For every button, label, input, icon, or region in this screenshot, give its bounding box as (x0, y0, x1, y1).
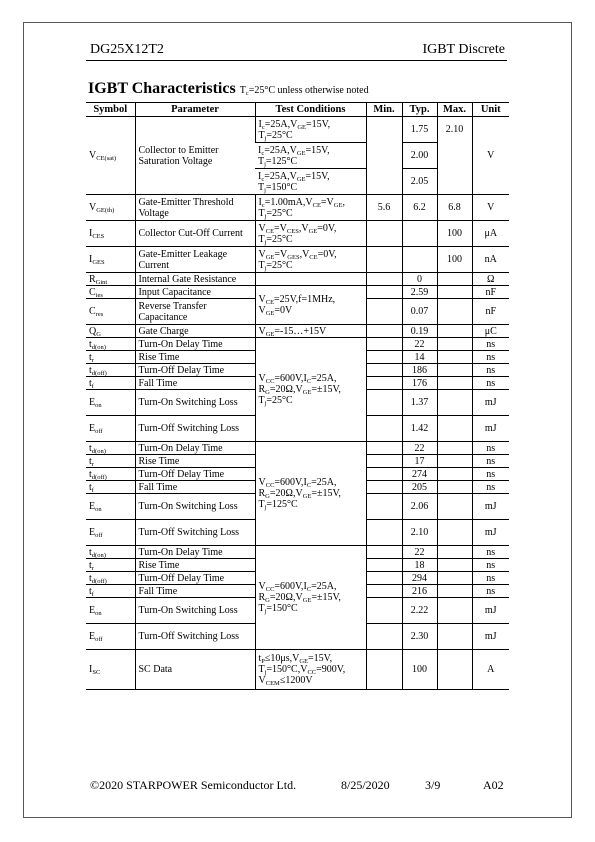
test-condition-cell: $I_c=25A,V_{GE}=15V$, $T_j=25^\circ C$ (255, 117, 366, 143)
max-cell (437, 624, 472, 650)
col-header-unit: Unit (472, 103, 509, 117)
unit-cell: μA (472, 221, 509, 247)
test-condition-cell: $V_{CE}=25V,f=1MHz$, $V_{GE}=0V$ (255, 286, 366, 325)
table-row (86, 325, 509, 338)
typ-cell: 2.06 (402, 494, 437, 520)
max-cell (437, 325, 472, 338)
min-cell (366, 624, 402, 650)
parameter-cell: Gate-Emitter Threshold Voltage (135, 195, 255, 221)
min-cell (366, 585, 402, 598)
unit-cell: μC (472, 325, 509, 338)
unit-cell: mJ (472, 494, 509, 520)
symbol-cell: $E_{on}$ (86, 494, 135, 520)
symbol-cell: $V_{GE(th)}$ (86, 195, 135, 221)
max-cell: 100 (437, 247, 472, 273)
col-header-test-conditions: Test Conditions (255, 103, 366, 117)
min-cell (366, 351, 402, 364)
typ-cell (402, 221, 437, 247)
typ-cell: 18 (402, 559, 437, 572)
typ-cell: 274 (402, 468, 437, 481)
min-cell (366, 117, 402, 195)
typ-cell: 176 (402, 377, 437, 390)
min-cell (366, 221, 402, 247)
max-cell (437, 377, 472, 390)
unit-cell: ns (472, 559, 509, 572)
parameter-cell: Collector to Emitter Saturation Voltage (135, 117, 255, 195)
unit-cell: mJ (472, 624, 509, 650)
min-cell (366, 325, 402, 338)
max-cell (437, 442, 472, 455)
typ-cell: 2.05 (402, 169, 437, 195)
typ-cell: 2.22 (402, 598, 437, 624)
table-row (86, 273, 509, 286)
symbol-cell: $E_{on}$ (86, 598, 135, 624)
max-cell (437, 572, 472, 585)
typ-cell: 205 (402, 481, 437, 494)
parameter-cell: Gate Charge (135, 325, 255, 338)
min-cell (366, 481, 402, 494)
table-row (86, 546, 509, 559)
symbol-cell: $t_{d(on)}$ (86, 546, 135, 559)
parameter-cell: Turn-On Delay Time (135, 546, 255, 559)
min-cell (366, 338, 402, 351)
min-cell (366, 546, 402, 559)
typ-cell: 2.00 (402, 143, 437, 169)
switching-section (86, 338, 509, 650)
min-cell (366, 442, 402, 455)
typ-cell: 14 (402, 351, 437, 364)
min-cell (366, 559, 402, 572)
unit-cell: ns (472, 377, 509, 390)
parameter-cell: Turn-Off Switching Loss (135, 416, 255, 442)
typ-cell: 0 (402, 273, 437, 286)
unit-cell: A (472, 650, 509, 690)
typ-cell: 22 (402, 442, 437, 455)
parameter-cell: Input Capacitance (135, 286, 255, 299)
symbol-cell: $t_f$ (86, 481, 135, 494)
max-cell (437, 390, 472, 416)
unit-cell: mJ (472, 598, 509, 624)
symbol-cell: $V_{CE(sat)}$ (86, 117, 135, 195)
header-rule (86, 60, 507, 61)
test-condition-cell: $I_c=25A,V_{GE}=15V$, $T_j=150^\circ C$ (255, 169, 366, 195)
parameter-cell: Fall Time (135, 377, 255, 390)
symbol-cell: $t_{d(off)}$ (86, 468, 135, 481)
unit-cell: mJ (472, 520, 509, 546)
symbol-cell: $R_{Gint}$ (86, 273, 135, 286)
unit-cell: ns (472, 442, 509, 455)
unit-cell: nF (472, 299, 509, 325)
col-header-symbol: Symbol (86, 103, 135, 117)
typ-cell: 216 (402, 585, 437, 598)
symbol-cell: $I_{CES}$ (86, 221, 135, 247)
title-condition: $T_c=25^\circ C$ unless otherwise noted (239, 85, 369, 97)
max-cell (437, 338, 472, 351)
test-condition-cell: $V_{CC}=600V,I_C=25A$, $R_G=20\Omega,V_{GE}=\pm 15V$, $T_j=150^\circ C$ (255, 546, 366, 650)
typ-cell: 1.42 (402, 416, 437, 442)
typ-cell: 1.75 (402, 117, 437, 143)
parameter-cell: Turn-Off Delay Time (135, 572, 255, 585)
parameter-cell: Fall Time (135, 481, 255, 494)
min-cell (366, 377, 402, 390)
test-condition-cell: $I_c=25A,V_{GE}=15V$, $T_j=125^\circ C$ (255, 143, 366, 169)
typ-cell: 1.37 (402, 390, 437, 416)
table-row (86, 650, 509, 690)
min-cell (366, 598, 402, 624)
footer-date: 8/25/2020 (341, 778, 390, 792)
parameter-cell: Rise Time (135, 351, 255, 364)
typ-cell: 6.2 (402, 195, 437, 221)
unit-cell: mJ (472, 390, 509, 416)
table-row (86, 195, 509, 221)
min-cell (366, 455, 402, 468)
symbol-cell: $t_{d(off)}$ (86, 572, 135, 585)
min-cell: 5.6 (366, 195, 402, 221)
min-cell (366, 299, 402, 325)
typ-cell: 186 (402, 364, 437, 377)
max-cell: 2.10 (437, 117, 472, 195)
max-cell (437, 598, 472, 624)
symbol-cell: $I_{GES}$ (86, 247, 135, 273)
symbol-cell: $t_f$ (86, 377, 135, 390)
symbol-cell: $E_{off}$ (86, 416, 135, 442)
symbol-cell: $t_{d(on)}$ (86, 338, 135, 351)
test-condition-cell: $V_{CC}=600V,I_C=25A$, $R_G=20\Omega,V_{GE}=\pm 15V$, $T_j=125^\circ C$ (255, 442, 366, 546)
max-cell (437, 299, 472, 325)
min-cell (366, 364, 402, 377)
unit-cell: nA (472, 247, 509, 273)
unit-cell: ns (472, 546, 509, 559)
symbol-cell: $C_{ies}$ (86, 286, 135, 299)
unit-cell: V (472, 117, 509, 195)
igbt-characteristics-table (86, 102, 509, 690)
col-header-parameter: Parameter (135, 103, 255, 117)
min-cell (366, 416, 402, 442)
table-row (86, 247, 509, 273)
unit-cell: ns (472, 468, 509, 481)
table-row (86, 221, 509, 247)
test-condition-cell: $V_{GE}=V_{GES},V_{CE}=0V$, $T_j=25^\circ C$ (255, 247, 366, 273)
test-condition-cell: $V_{CC}=600V,I_C=25A$, $R_G=20\Omega,V_{GE}=\pm 15V$, $T_j=25^\circ C$ (255, 338, 366, 442)
part-number: DG25X12T2 (90, 42, 164, 57)
max-cell (437, 351, 472, 364)
footer-page-number: 3/9 (425, 778, 441, 792)
max-cell (437, 559, 472, 572)
max-cell: 100 (437, 221, 472, 247)
col-header-max: Max. (437, 103, 472, 117)
min-cell (366, 390, 402, 416)
symbol-cell: $E_{on}$ (86, 390, 135, 416)
test-condition-cell: $t_P\le 10\mu s,V_{GE}=15V$, $T_j=150^\circ C,V_{CC}=900V$, $V_{CEM}\le 1200V$ (255, 650, 366, 690)
unit-cell: ns (472, 351, 509, 364)
typ-cell: 2.30 (402, 624, 437, 650)
max-cell (437, 650, 472, 690)
max-cell (437, 585, 472, 598)
parameter-cell: Internal Gate Resistance (135, 273, 255, 286)
min-cell (366, 273, 402, 286)
symbol-cell: $I_{SC}$ (86, 650, 135, 690)
table-header-row (86, 103, 509, 117)
parameter-cell: Turn-Off Delay Time (135, 468, 255, 481)
test-condition-cell: $V_{GE}=-15\dots+15V$ (255, 325, 366, 338)
table-row (86, 117, 509, 143)
col-header-min: Min. (366, 103, 402, 117)
parameter-cell: Turn-On Switching Loss (135, 390, 255, 416)
parameter-cell: Turn-On Switching Loss (135, 598, 255, 624)
parameter-cell: Turn-Off Delay Time (135, 364, 255, 377)
typ-cell: 2.59 (402, 286, 437, 299)
min-cell (366, 247, 402, 273)
parameter-cell: Turn-Off Switching Loss (135, 624, 255, 650)
parameter-cell: Fall Time (135, 585, 255, 598)
footer-revision: A02 (483, 778, 504, 792)
unit-cell: ns (472, 481, 509, 494)
parameter-cell: Gate-Emitter Leakage Current (135, 247, 255, 273)
section-title: IGBT Characteristics $T_c=25^\circ C$ unless otherwise noted (88, 80, 369, 97)
typ-cell: 0.19 (402, 325, 437, 338)
parameter-cell: Rise Time (135, 559, 255, 572)
typ-cell: 22 (402, 546, 437, 559)
parameter-cell: Rise Time (135, 455, 255, 468)
test-condition-cell: $I_c=1.00mA,V_{CE}=V_{GE}$, $T_j=25^\circ C$ (255, 195, 366, 221)
max-cell (437, 546, 472, 559)
max-cell (437, 416, 472, 442)
parameter-cell: SC Data (135, 650, 255, 690)
parameter-cell: Turn-On Delay Time (135, 442, 255, 455)
min-cell (366, 494, 402, 520)
min-cell (366, 572, 402, 585)
max-cell (437, 468, 472, 481)
max-cell: 6.8 (437, 195, 472, 221)
symbol-cell: $E_{off}$ (86, 624, 135, 650)
symbol-cell: $C_{res}$ (86, 299, 135, 325)
unit-cell: ns (472, 338, 509, 351)
symbol-cell: $E_{off}$ (86, 520, 135, 546)
min-cell (366, 520, 402, 546)
typ-cell: 294 (402, 572, 437, 585)
max-cell (437, 273, 472, 286)
typ-cell: 22 (402, 338, 437, 351)
max-cell (437, 286, 472, 299)
test-condition-cell (255, 273, 366, 286)
symbol-cell: $Q_G$ (86, 325, 135, 338)
unit-cell: ns (472, 364, 509, 377)
unit-cell: V (472, 195, 509, 221)
test-condition-cell: $V_{CE}=V_{CES},V_{GE}=0V$, $T_j=25^\circ C$ (255, 221, 366, 247)
min-cell (366, 286, 402, 299)
symbol-cell: $t_r$ (86, 455, 135, 468)
unit-cell: mJ (472, 416, 509, 442)
parameter-cell: Turn-On Switching Loss (135, 494, 255, 520)
unit-cell: ns (472, 455, 509, 468)
typ-cell: 100 (402, 650, 437, 690)
parameter-cell: Reverse Transfer Capacitance (135, 299, 255, 325)
typ-cell: 2.10 (402, 520, 437, 546)
col-header-typ: Typ. (402, 103, 437, 117)
typ-cell (402, 247, 437, 273)
min-cell (366, 650, 402, 690)
table-row (86, 286, 509, 299)
table-row (86, 338, 509, 351)
document-category: IGBT Discrete (422, 42, 505, 57)
max-cell (437, 364, 472, 377)
symbol-cell: $t_r$ (86, 351, 135, 364)
unit-cell: Ω (472, 273, 509, 286)
parameter-cell: Turn-Off Switching Loss (135, 520, 255, 546)
symbol-cell: $t_{d(on)}$ (86, 442, 135, 455)
footer-copyright: ©2020 STARPOWER Semiconductor Ltd. (90, 778, 297, 792)
table-row (86, 442, 509, 455)
symbol-cell: $t_f$ (86, 585, 135, 598)
parameter-cell: Collector Cut-Off Current (135, 221, 255, 247)
unit-cell: nF (472, 286, 509, 299)
symbol-cell: $t_r$ (86, 559, 135, 572)
parameter-cell: Turn-On Delay Time (135, 338, 255, 351)
unit-cell: ns (472, 585, 509, 598)
max-cell (437, 494, 472, 520)
typ-cell: 0.07 (402, 299, 437, 325)
max-cell (437, 481, 472, 494)
max-cell (437, 455, 472, 468)
min-cell (366, 468, 402, 481)
max-cell (437, 520, 472, 546)
typ-cell: 17 (402, 455, 437, 468)
symbol-cell: $t_{d(off)}$ (86, 364, 135, 377)
unit-cell: ns (472, 572, 509, 585)
